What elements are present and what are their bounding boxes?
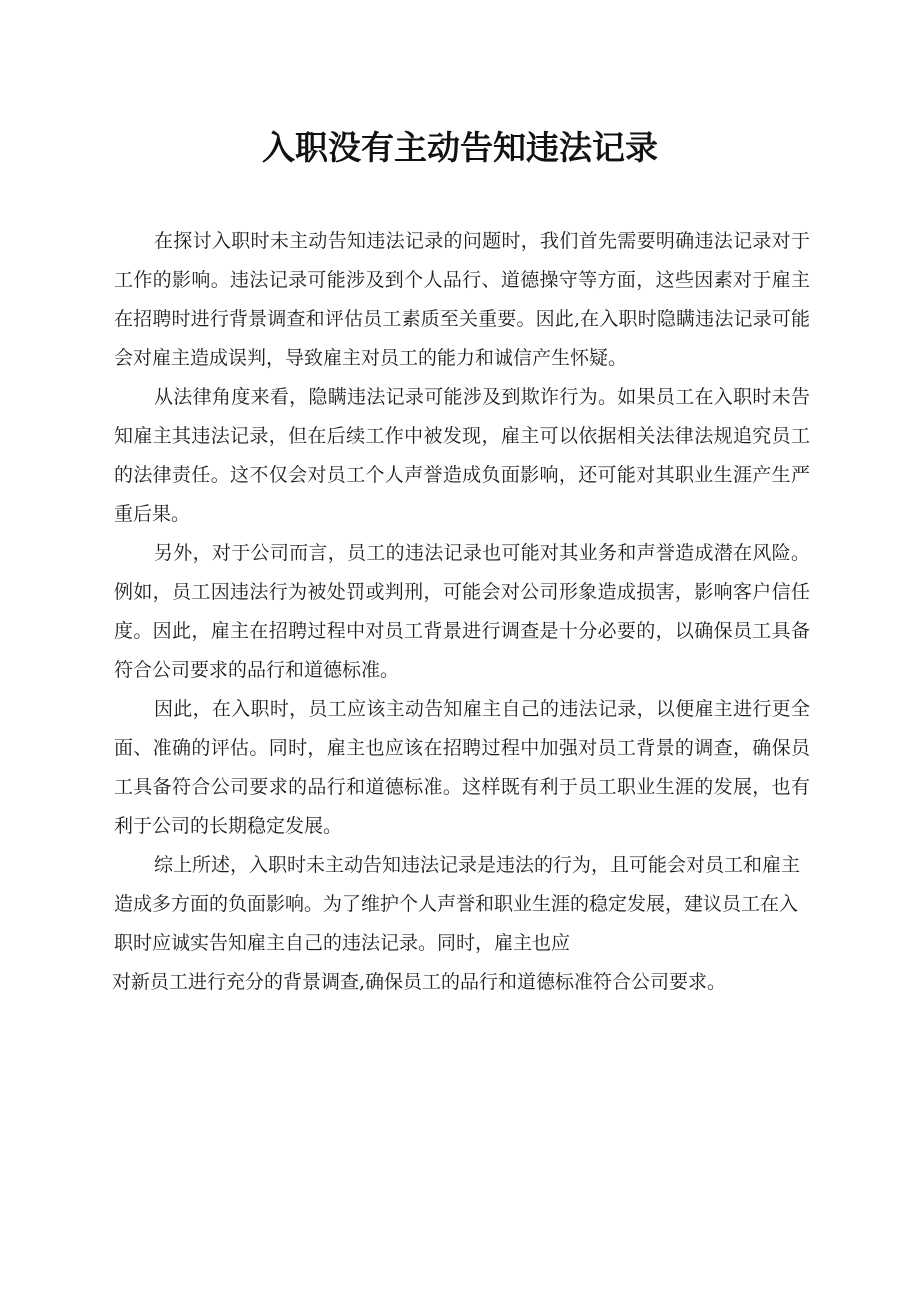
paragraph-1: 在探讨入职时未主动告知违法记录的问题时，我们首先需要明确违法记录对于工作的影响。违法记录可能涉及到个人品行、道德操守等方面，这些因素对于雇主在招聘时进行背景调查和评估员工素质至关重要。因此,在入职时隐瞒违法记录可能会对雇主造成误判，导致雇主对员工的能力和诚信产生怀疑。 — [114, 230, 810, 369]
document-title: 入职没有主动告知违法记录 — [262, 128, 658, 167]
paragraph-5-continuation: 对新员工进行充分的背景调查,确保员工的品行和道德标准符合公司要求。 — [112, 971, 727, 993]
paragraph-2: 从法律角度来看，隐瞒违法记录可能涉及到欺诈行为。如果员工在入职时未告知雇主其违法记录，但在后续工作中被发现，雇主可以依据相关法律法规追究员工的法律责任。这不仅会对员工个人声誉造成负面影响，还可能对其职业生涯产生严重后果。 — [114, 386, 810, 525]
paragraph-4: 因此，在入职时，员工应该主动告知雇主自己的违法记录，以便雇主进行更全面、准确的评估。同时，雇主也应该在招聘过程中加强对员工背景的调查，确保员工具备符合公司要求的品行和道德标准。这样既有利于员工职业生涯的发展，也有利于公司的长期稳定发展。 — [114, 698, 810, 837]
paragraph-5: 综上所述，入职时未主动告知违法记录是违法的行为，且可能会对员工和雇主造成多方面的负面影响。为了维护个人声誉和职业生涯的稳定发展，建议员工在入职时应诚实告知雇主自己的违法记录。同时，雇主也应 — [114, 854, 801, 954]
paragraph-3: 另外，对于公司而言，员工的违法记录也可能对其业务和声誉造成潜在风险。例如，员工因违法行为被处罚或判刑，可能会对公司形象造成损害，影响客户信任度。因此，雇主在招聘过程中对员工背景进行调查是十分必要的，以确保员工具备符合公司要求的品行和道德标准。 — [114, 542, 810, 681]
document-body — [114, 222, 810, 1002]
